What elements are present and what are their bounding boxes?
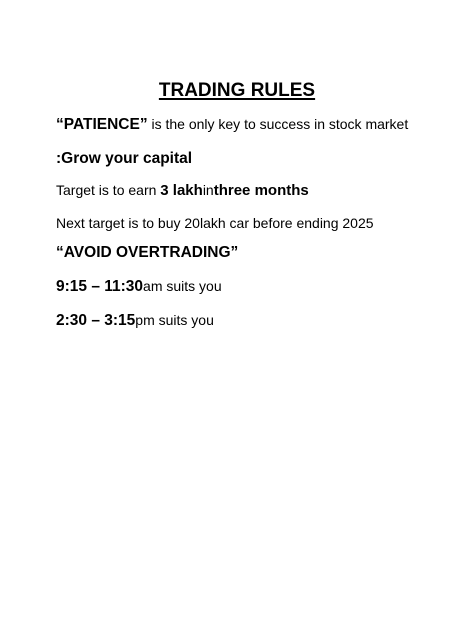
rule-patience	[56, 117, 408, 133]
rule-session-morning	[56, 279, 222, 295]
rule-target	[56, 183, 309, 199]
session-afternoon-text: pm suits you	[135, 312, 214, 328]
target-period: three months	[213, 182, 309, 199]
patience-quote: “PATIENCE”	[56, 116, 148, 133]
rule-avoid-overtrading	[56, 245, 238, 261]
session-morning-time: 9:15 – 11:30	[56, 278, 144, 295]
rule-next-target	[56, 216, 374, 232]
document-title: TRADING RULES	[158, 80, 316, 101]
target-amount: 3 lakh	[160, 182, 203, 199]
target-prefix: Target is to earn	[56, 182, 161, 198]
session-afternoon-time: 2:30 – 3:15	[56, 312, 136, 329]
target-in: in	[202, 182, 214, 198]
next-target-text: Next target is to buy 20lakh car before ending 2025	[56, 215, 374, 231]
rule-session-afternoon	[56, 313, 214, 329]
patience-text: is the only key to success in stock market	[147, 116, 409, 132]
grow-capital-text: :Grow your capital	[56, 150, 193, 167]
avoid-overtrading-text: “AVOID OVERTRADING”	[56, 244, 239, 261]
session-morning-text: am suits you	[143, 278, 222, 294]
rule-grow-capital	[56, 151, 192, 167]
